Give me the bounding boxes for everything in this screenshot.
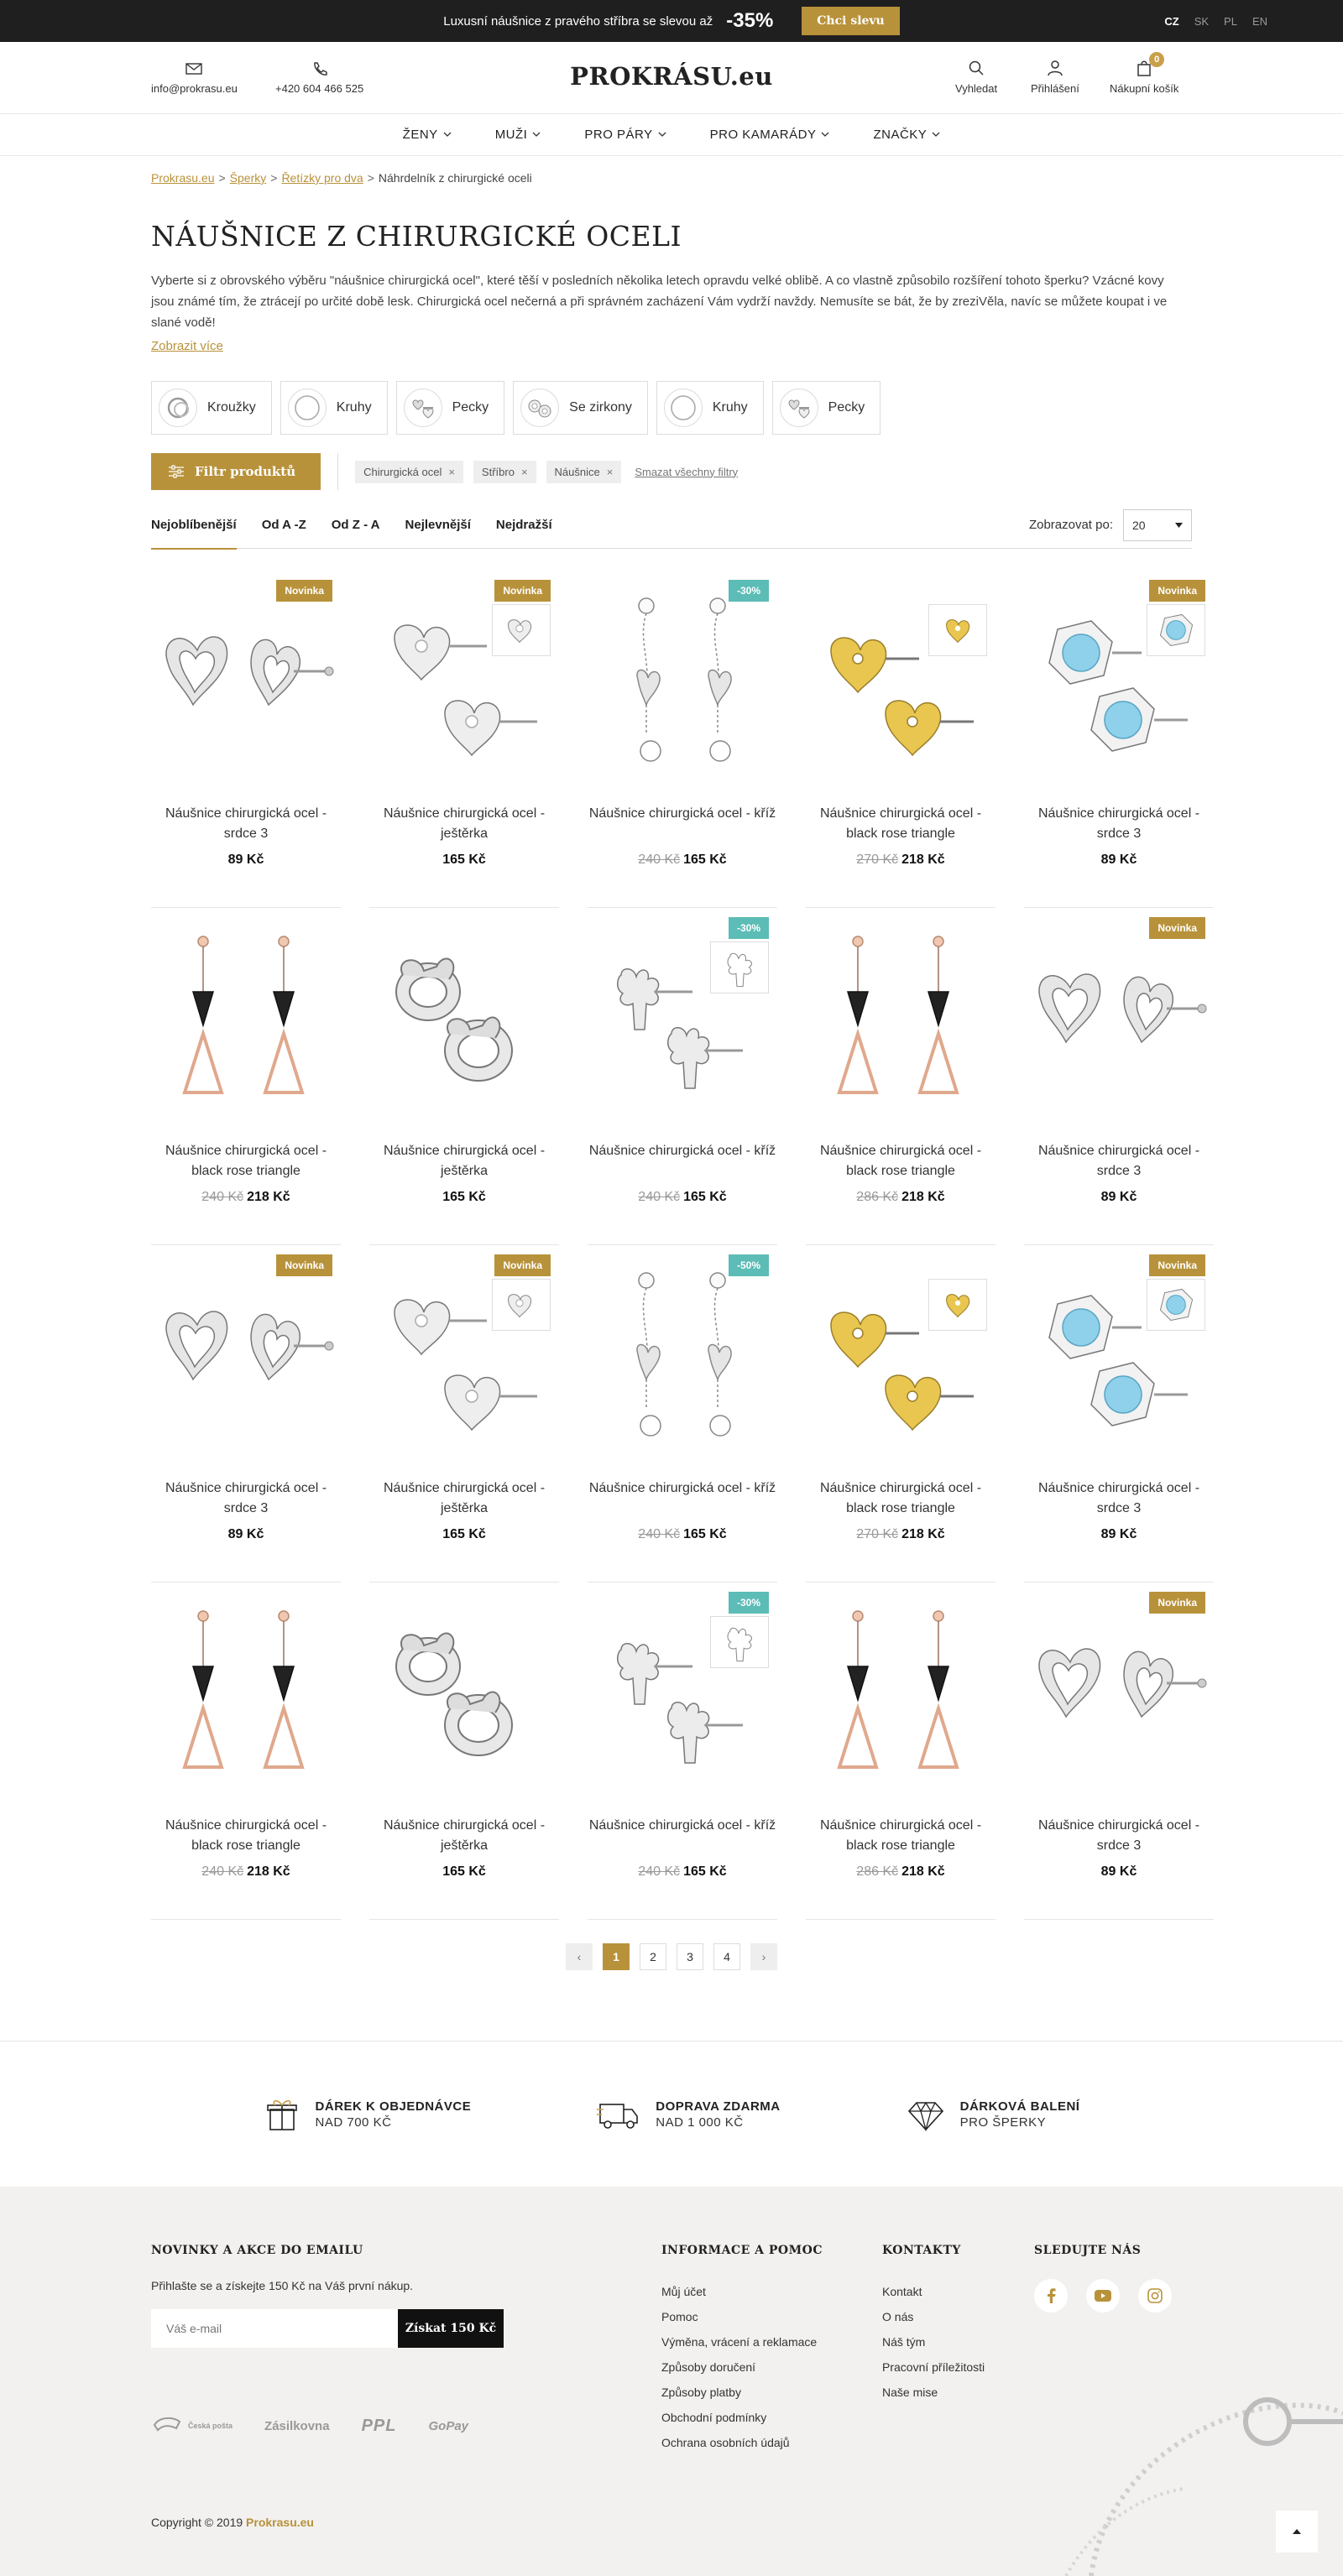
product-price: 218 Kč [901, 853, 945, 867]
subcategory-list [151, 381, 1192, 435]
footer-link[interactable]: Naše mise [882, 2386, 938, 2399]
chevron-down-icon [443, 132, 452, 138]
product-old-price: 240 Kč [201, 1864, 244, 1879]
product-badge: -30% [729, 580, 769, 602]
product-price: 165 Kč [442, 1864, 486, 1879]
copyright [151, 2516, 314, 2529]
product-price-row [369, 1190, 559, 1205]
benefit-title: DOPRAVA ZDARMA [656, 2099, 781, 2114]
product-price-row [151, 853, 341, 868]
close-icon[interactable]: × [606, 465, 614, 478]
search-icon [967, 59, 985, 77]
product-badge: Novinka [494, 580, 551, 602]
page-button[interactable]: 1 [603, 1943, 630, 1970]
product-old-price: 286 Kč [856, 1190, 899, 1204]
product-image[interactable] [151, 587, 341, 789]
product-old-price: 240 Kč [638, 1864, 681, 1879]
product-thumbnail[interactable] [1147, 1279, 1205, 1331]
lang-en[interactable]: EN [1252, 14, 1267, 28]
product-image[interactable] [588, 1262, 777, 1463]
promo-bar [0, 0, 1343, 42]
subcategory-label: Se zirkony [569, 400, 632, 415]
user-icon [1046, 59, 1064, 77]
product-name[interactable]: Náušnice chirurgická ocel - srdce 3 [1037, 806, 1200, 841]
nav-item-muzi[interactable] [495, 128, 541, 142]
product-price: 165 Kč [683, 853, 727, 867]
subcategory-label: Kroužky [207, 400, 256, 415]
subcategory-chip[interactable] [396, 381, 505, 435]
product-price: 89 Kč [1100, 1864, 1137, 1879]
product-name[interactable]: Náušnice chirurgická ocel - black rose triangle [819, 806, 982, 841]
benefit-subtitle: PRO ŠPERKY [959, 2115, 1047, 2130]
sort-popular[interactable]: Nejoblíbenější [151, 502, 237, 549]
prev-page-button[interactable]: ‹ [566, 1943, 593, 1970]
product-image[interactable] [151, 925, 341, 1126]
product-card[interactable] [588, 1583, 777, 1920]
product-image[interactable] [369, 925, 559, 1126]
product-name[interactable]: Náušnice chirurgická ocel - black rose triangle [165, 1144, 327, 1178]
product-card[interactable] [369, 908, 559, 1245]
product-card[interactable] [151, 908, 341, 1245]
lang-sk[interactable]: SK [1194, 14, 1210, 28]
lang-cz[interactable]: CZ [1164, 14, 1179, 28]
chevron-down-icon [932, 132, 940, 138]
product-card[interactable] [369, 1245, 559, 1583]
product-badge: Novinka [1149, 1592, 1205, 1614]
product-thumbnail[interactable] [710, 941, 769, 993]
footer-link[interactable]: Pracovní příležitosti [882, 2360, 985, 2374]
benefit-title: DÁRKOVÁ BALENÍ [959, 2099, 1080, 2114]
subcategory-label: Pecky [828, 400, 865, 415]
product-thumbnail[interactable] [1147, 604, 1205, 656]
copyright-text: Copyright © 2019 [151, 2516, 243, 2529]
product-image[interactable] [806, 925, 995, 1126]
chevron-down-icon [658, 132, 666, 138]
ring-icon [288, 388, 327, 427]
zircon-icon [520, 388, 559, 427]
shipping-payment-partners [151, 2413, 468, 2438]
search-label: Vyhledat [955, 82, 998, 95]
product-name[interactable]: Náušnice chirurgická ocel - black rose triangle [819, 1818, 982, 1853]
product-name[interactable]: Náušnice chirurgická ocel - black rose triangle [165, 1818, 327, 1853]
product-card[interactable] [1024, 1245, 1214, 1583]
email-text: info@prokrasu.eu [151, 82, 238, 95]
sliders-icon [168, 465, 185, 478]
sort-a-z[interactable]: Od A -Z [261, 518, 306, 532]
product-price-row [806, 853, 995, 868]
copyright-link[interactable]: Prokrasu.eu [246, 2516, 314, 2529]
product-badge: -50% [729, 1254, 769, 1276]
benefit-subtitle: NAD 700 KČ [315, 2115, 392, 2130]
product-price-row [369, 853, 559, 868]
filter-chip-label: Náušnice [554, 465, 600, 478]
breadcrumb-link[interactable]: Řetízky pro dva [281, 171, 363, 185]
header [0, 42, 1343, 114]
benefit-gift-wrap [907, 2096, 1080, 2133]
diamond-icon [907, 2096, 945, 2133]
product-price: 218 Kč [247, 1190, 290, 1204]
product-price: 89 Kč [1100, 1527, 1137, 1541]
product-image[interactable] [1024, 1599, 1214, 1801]
nav-label: MUŽI [494, 128, 528, 142]
product-price-row [588, 1527, 777, 1542]
promo-button[interactable]: Chci slevu [802, 7, 899, 35]
product-price-row [151, 1527, 341, 1542]
social-title: SLEDUJTE NÁS [1034, 2244, 1142, 2257]
product-name[interactable]: Náušnice chirurgická ocel - kříž [588, 1481, 776, 1495]
page-button[interactable]: 2 [640, 1943, 666, 1970]
product-price: 89 Kč [1100, 853, 1137, 867]
login-label: Přihlášení [1031, 82, 1079, 95]
breadcrumb-current: Náhrdelník z chirurgické oceli [378, 171, 532, 185]
breadcrumb-separator: > [218, 171, 226, 185]
filter-button-label: Filtr produktů [195, 464, 296, 479]
footer-link[interactable]: Obchodní podmínky [661, 2411, 767, 2424]
product-card[interactable] [1024, 908, 1214, 1245]
product-price-row [1024, 1527, 1214, 1542]
logo[interactable]: PROKRÁSU.eu [570, 62, 773, 91]
product-badge: Novinka [1149, 1254, 1205, 1276]
sort-bar [151, 502, 1192, 549]
product-price: 89 Kč [227, 1527, 264, 1541]
product-price: 218 Kč [247, 1864, 290, 1879]
product-badge: Novinka [494, 1254, 551, 1276]
product-old-price: 240 Kč [638, 1527, 681, 1541]
benefit-title: DÁREK K OBJEDNÁVCE [315, 2099, 472, 2114]
contacts-title: KONTAKTY [882, 2244, 961, 2257]
product-price: 89 Kč [227, 853, 264, 867]
product-name[interactable]: Náušnice chirurgická ocel - srdce 3 [1037, 1481, 1200, 1515]
product-name[interactable]: Náušnice chirurgická ocel - srdce 3 [165, 1481, 327, 1515]
product-image[interactable] [806, 1599, 995, 1801]
product-price: 165 Kč [683, 1527, 727, 1541]
product-badge: -30% [729, 1592, 769, 1614]
product-card[interactable] [151, 571, 341, 908]
product-thumbnail[interactable] [492, 604, 551, 656]
chevron-down-icon [821, 132, 829, 138]
category-description: Vyberte si z obrovského výběru "náušnice chirurgická ocel", které těší v posledních několika letech opravdu velké oblibě. A co vlastně způsobilo rozšíření tohoto šperku? Vzácné kovy jsou známé tím, že ztrácejí po určité době lesk. Chirurgická ocel nečerná a při správném zacházení Vám vydrží navždy. Nemusíte se bát, že by zreziVěla, navíc se můžete koupat i ve slané vodě! [151, 274, 1168, 330]
page-button[interactable]: 3 [677, 1943, 703, 1970]
product-price: 89 Kč [1100, 1190, 1137, 1204]
subcategory-label: Pecky [452, 400, 489, 415]
product-price-row [1024, 853, 1214, 868]
product-card[interactable] [151, 1245, 341, 1583]
divider [337, 453, 338, 490]
product-old-price: 240 Kč [638, 1190, 681, 1204]
cart-count-badge: 0 [1149, 52, 1164, 67]
contacts-section [882, 2244, 985, 2405]
product-old-price: 270 Kč [856, 853, 899, 867]
promo-percent: -35% [726, 9, 774, 32]
ring-icon [664, 388, 703, 427]
newsletter-email-input[interactable] [151, 2309, 398, 2348]
breadcrumb-separator: > [367, 171, 374, 185]
benefit-subtitle: NAD 1 000 KČ [656, 2115, 744, 2130]
newsletter-section [151, 2244, 504, 2348]
promo-text: Luxusní náušnice z pravého stříbra se slevou až [443, 13, 713, 29]
product-price: 218 Kč [901, 1864, 945, 1879]
per-page-label: Zobrazovat po: [1028, 518, 1113, 532]
caret-up-icon [1293, 2529, 1301, 2534]
product-price-row [806, 1190, 995, 1205]
product-card[interactable] [806, 908, 995, 1245]
product-price-row [1024, 1864, 1214, 1880]
product-price-row [806, 1527, 995, 1542]
filter-bar [151, 453, 1192, 490]
product-card[interactable] [1024, 1583, 1214, 1920]
per-page-select[interactable] [1123, 509, 1192, 541]
chevron-down-icon [532, 132, 541, 138]
footer-link[interactable]: Pomoc [661, 2310, 698, 2323]
footer-link[interactable]: Náš tým [882, 2335, 926, 2349]
product-price-row [151, 1864, 341, 1880]
product-price-row [588, 1864, 777, 1880]
product-badge: Novinka [276, 580, 332, 602]
stud-icon [404, 388, 442, 427]
partner-logo: PPL [361, 2416, 397, 2435]
per-page [1029, 509, 1192, 541]
subcategory-chip[interactable] [151, 381, 272, 435]
footer-link[interactable]: Můj účet [661, 2285, 706, 2298]
product-badge: Novinka [1149, 917, 1205, 939]
subcategory-chip[interactable] [656, 381, 764, 435]
product-image[interactable] [151, 1262, 341, 1463]
product-image[interactable] [588, 587, 777, 789]
subcategory-label: Kruhy [712, 400, 748, 415]
product-old-price: 240 Kč [201, 1190, 244, 1204]
partner-logo: Zásilkovna [264, 2418, 330, 2433]
footer [0, 2187, 1343, 2576]
pagination [0, 1943, 1343, 1970]
product-price-row [806, 1864, 995, 1880]
page-title: NÁUŠNICE Z CHIRURGICKÉ OCELI [151, 220, 682, 253]
product-price: 165 Kč [442, 1527, 486, 1541]
page-button[interactable]: 4 [713, 1943, 740, 1970]
nav-item-zeny[interactable] [403, 128, 452, 142]
filter-products-button[interactable] [151, 453, 321, 490]
product-name[interactable]: Náušnice chirurgická ocel - black rose triangle [819, 1481, 982, 1515]
product-card[interactable] [806, 571, 995, 908]
product-price-row [369, 1864, 559, 1880]
promo [0, 0, 1343, 42]
product-card[interactable] [588, 908, 777, 1245]
subcategory-chip[interactable] [280, 381, 388, 435]
lang-pl[interactable]: PL [1224, 14, 1237, 28]
filter-chip[interactable] [355, 461, 463, 483]
footer-link[interactable]: O nás [882, 2310, 914, 2323]
product-price: 165 Kč [683, 1190, 727, 1204]
product-card[interactable] [369, 1583, 559, 1920]
benefit-gift [264, 2096, 472, 2133]
filter-chip[interactable] [546, 461, 622, 483]
product-image[interactable] [369, 1599, 559, 1801]
info-section [661, 2244, 823, 2455]
filter-chip-label: Stříbro [481, 465, 515, 478]
search-button[interactable] [955, 59, 997, 95]
cart-label: Nákupní košík [1110, 82, 1179, 95]
footer-link[interactable]: Způsoby doručení [661, 2360, 756, 2374]
footer-link[interactable]: Výměna, vrácení a reklamace [661, 2335, 818, 2349]
nav-item-znacky[interactable] [873, 128, 940, 142]
clear-filters-link[interactable]: Smazat všechny filtry [635, 465, 739, 478]
subcategory-chip[interactable] [772, 381, 881, 435]
newsletter-title: NOVINKY A AKCE DO EMAILU [151, 2244, 363, 2257]
footer-link[interactable]: Způsoby platby [661, 2386, 741, 2399]
partner-logo: Česká pošta [151, 2413, 233, 2438]
product-price-row [1024, 1190, 1214, 1205]
benefit-shipping [597, 2096, 780, 2133]
product-price: 165 Kč [442, 1190, 486, 1204]
product-name[interactable]: Náušnice chirurgická ocel - srdce 3 [1037, 1818, 1200, 1853]
product-price: 165 Kč [442, 853, 486, 867]
close-icon[interactable]: × [520, 465, 528, 478]
breadcrumb-separator: > [270, 171, 278, 185]
product-card[interactable] [588, 1245, 777, 1583]
back-to-top-button[interactable] [1276, 2511, 1318, 2553]
product-image[interactable] [1024, 925, 1214, 1126]
hoop-icon [159, 388, 197, 427]
product-card[interactable] [588, 571, 777, 908]
breadcrumb-link[interactable]: Prokrasu.eu [151, 171, 215, 185]
product-thumbnail[interactable] [928, 1279, 987, 1331]
nav-item-pro-kamarady[interactable] [710, 128, 830, 142]
nav-label: PRO PÁRY [584, 128, 653, 142]
product-name[interactable]: Náušnice chirurgická ocel - kříž [588, 1818, 776, 1833]
nav-label: ZNAČKY [873, 128, 928, 142]
product-name[interactable]: Náušnice chirurgická ocel - ještěrka [383, 1144, 546, 1178]
sort-most-expensive[interactable]: Nejdražší [495, 518, 552, 532]
newsletter-submit-button[interactable]: Získat 150 Kč [398, 2309, 504, 2348]
close-icon[interactable]: × [448, 465, 455, 478]
next-page-button[interactable]: › [750, 1943, 777, 1970]
product-thumbnail[interactable] [492, 1279, 551, 1331]
phone-text: +420 604 466 525 [275, 82, 364, 95]
product-card[interactable] [1024, 571, 1214, 908]
truck-icon [597, 2096, 640, 2133]
nav-item-pro-pary[interactable] [584, 128, 666, 142]
product-badge: -30% [729, 917, 769, 939]
product-price: 165 Kč [683, 1864, 727, 1879]
product-name[interactable]: Náušnice chirurgická ocel - srdce 3 [165, 806, 327, 841]
caret-down-icon [1175, 523, 1183, 528]
newsletter-text: Přihlašte se a získejte 150 Kč na Váš první nákup. [151, 2279, 414, 2292]
sort-z-a[interactable]: Od Z - A [331, 518, 380, 532]
horn-icon [151, 2413, 183, 2438]
show-more-link[interactable]: Zobrazit více [151, 339, 223, 353]
filter-chip-label: Chirurgická ocel [363, 465, 442, 478]
stud-icon [780, 388, 818, 427]
filter-chip[interactable] [473, 461, 536, 483]
footer-link[interactable]: Kontakt [882, 2285, 922, 2298]
product-old-price: 270 Kč [856, 1527, 899, 1541]
subcategory-chip[interactable] [513, 381, 648, 435]
newsletter-form [151, 2309, 504, 2348]
main-nav [0, 114, 1343, 156]
cart-button[interactable] [1110, 55, 1179, 95]
breadcrumb-link[interactable]: Šperky [229, 171, 267, 185]
product-badge: Novinka [1149, 580, 1205, 602]
product-old-price: 286 Kč [856, 1864, 899, 1879]
gift-icon [264, 2096, 300, 2133]
nav-label: ŽENY [402, 128, 438, 142]
product-price-row [588, 1190, 777, 1205]
per-page-value: 20 [1132, 518, 1146, 532]
product-name[interactable]: Náušnice chirurgická ocel - srdce 3 [1037, 1144, 1200, 1178]
login-button[interactable] [1031, 59, 1079, 95]
product-name[interactable]: Náušnice chirurgická ocel - black rose triangle [819, 1144, 982, 1178]
product-name[interactable]: Náušnice chirurgická ocel - kříž [588, 806, 776, 821]
breadcrumb [151, 171, 1192, 185]
product-price-row [588, 853, 777, 868]
product-name[interactable]: Náušnice chirurgická ocel - ještěrka [383, 1481, 546, 1515]
product-image[interactable] [151, 1599, 341, 1801]
info-title: INFORMACE A POMOC [661, 2244, 823, 2257]
product-name[interactable]: Náušnice chirurgická ocel - ještěrka [383, 1818, 546, 1853]
product-card[interactable] [369, 571, 559, 908]
footer-link[interactable]: Ochrana osobních údajů [661, 2436, 790, 2449]
product-card[interactable] [151, 1583, 341, 1920]
product-badge: Novinka [276, 1254, 332, 1276]
product-thumbnail[interactable] [928, 604, 987, 656]
partner-logo: GoPay [428, 2418, 469, 2433]
sort-cheapest[interactable]: Nejlevnější [405, 518, 471, 532]
nav-label: PRO KAMARÁDY [709, 128, 817, 142]
product-price-row [369, 1527, 559, 1542]
product-name[interactable]: Náušnice chirurgická ocel - kříž [588, 1144, 776, 1158]
product-name[interactable]: Náušnice chirurgická ocel - ještěrka [383, 806, 546, 841]
benefits-strip [0, 2041, 1343, 2187]
product-thumbnail[interactable] [710, 1616, 769, 1668]
product-old-price: 240 Kč [638, 853, 681, 867]
product-card[interactable] [806, 1583, 995, 1920]
product-price: 218 Kč [901, 1527, 945, 1541]
language-switcher [1164, 0, 1267, 42]
product-price: 218 Kč [901, 1190, 945, 1204]
product-card[interactable] [806, 1245, 995, 1583]
subcategory-label: Kruhy [336, 400, 372, 415]
product-grid [151, 571, 1200, 1920]
product-price-row [151, 1190, 341, 1205]
